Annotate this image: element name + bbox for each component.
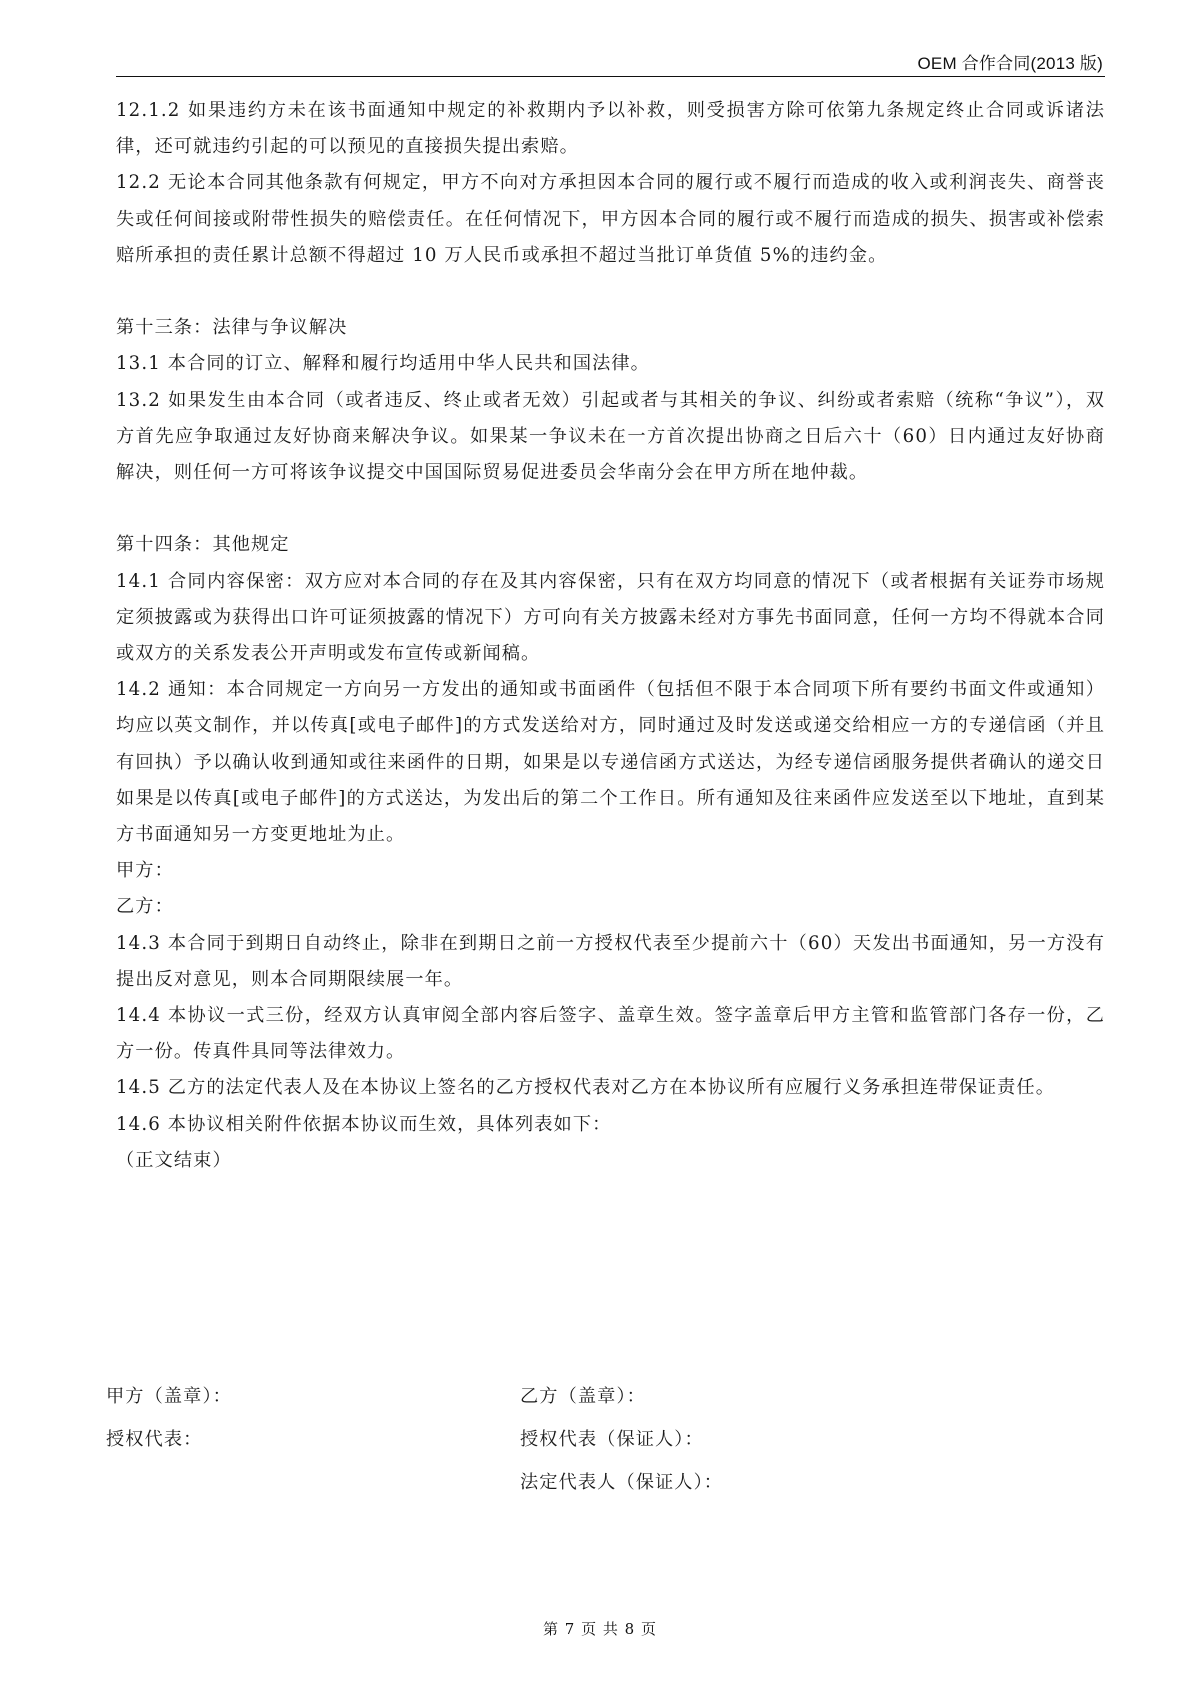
article-13-heading: 第十三条：法律与争议解决 bbox=[116, 317, 348, 339]
clause-12-2: 12.2 无论本合同其他条款有何规定，甲方不向对方承担因本合同的履行或不履行而造成的收入或利润丧失、商誉丧失或任何间接或附带性损失的赔偿责任。在任何情况下，甲方因本合同的履行或不履行而造成的损失、损害或补偿索赔所承担的责任累计总额不得超过 10 万人民币或承担不超过当批订单货值 5%的违约金。 bbox=[116, 172, 1105, 266]
clause-13-1: 13.1 本合同的订立、解释和履行均适用中华人民共和国法律。 bbox=[116, 353, 650, 375]
clause-14-6: 14.6 本协议相关附件依据本协议而生效，具体列表如下： bbox=[116, 1113, 612, 1135]
end-of-text: （正文结束） bbox=[116, 1149, 232, 1171]
clause-14-2: 14.2 通知：本合同规定一方向另一方发出的通知或书面函件（包括但不限于本合同项下所有要约书面文件或通知）均应以英文制作，并以传真[或电子邮件]的方式发送给对方，同时通过及时发送或递交给相应一方的专递信函（并且有回执）予以确认收到通知或往来函件的日期，如果是以专递信函方式送达，为经专递信函服务提供者确认的递交日如果是以传真[或电子邮件]的方式送达，为发出后的第二个工作日。所有通知及往来函件应发送至以下地址，直到某方书面通知另一方变更地址为止。 bbox=[116, 679, 1105, 846]
paragraph-gap bbox=[116, 274, 1105, 310]
party-a-address-line: 甲方： bbox=[116, 860, 174, 882]
party-a-representative-label: 授权代表： bbox=[106, 1429, 203, 1450]
page-header bbox=[116, 46, 1105, 77]
clause-14-3: 14.3 本合同于到期日自动终止，除非在到期日之前一方授权代表至少提前六十（60）天发出书面通知，另一方没有提出反对意见，则本合同期限续展一年。 bbox=[116, 932, 1105, 990]
party-b-address-line: 乙方： bbox=[116, 896, 174, 918]
article-14-heading: 第十四条：其他规定 bbox=[116, 534, 290, 556]
clause-14-4: 14.4 本协议一式三份，经双方认真审阅全部内容后签字、盖章生效。签字盖章后甲方主管和监管部门各存一份，乙方一份。传真件具同等法律效力。 bbox=[116, 1005, 1105, 1063]
clause-14-5: 14.5 乙方的法定代表人及在本协议上签名的乙方授权代表对乙方在本协议所有应履行义务承担连带保证责任。 bbox=[116, 1077, 1056, 1099]
party-b-representative-label: 授权代表（保证人）： bbox=[520, 1429, 704, 1450]
party-b-seal-label: 乙方（盖章）： bbox=[520, 1386, 646, 1407]
party-a-seal-label: 甲方（盖章）： bbox=[106, 1386, 232, 1407]
party-b-legal-rep-label: 法定代表人（保证人）： bbox=[520, 1472, 724, 1493]
document-body bbox=[116, 93, 1105, 1179]
paragraph-gap bbox=[116, 491, 1105, 527]
clause-13-2: 13.2 如果发生由本合同（或者违反、终止或者无效）引起或者与其相关的争议、纠纷或者索赔（统称“争议”），双方首先应争取通过友好协商来解决争议。如果某一争议未在一方首次提出协商之日后六十（60）日内通过友好协商解决，则任何一方可将该争议提交中国国际贸易促进委员会华南分会在甲方所在地仲裁。 bbox=[116, 389, 1105, 484]
clause-14-1: 14.1 合同内容保密：双方应对本合同的存在及其内容保密，只有在双方均同意的情况下（或者根据有关证券市场规定须披露或为获得出口许可证须披露的情况下）方可向有关方披露未经对方事先书面同意，任何一方均不得就本合同或双方的关系发表公开声明或发布宣传或新闻稿。 bbox=[116, 570, 1105, 665]
page-footer: 第 7 页 共 8 页 bbox=[543, 1620, 657, 1638]
clause-12-1-2: 12.1.2 如果违约方未在该书面通知中规定的补救期内予以补救，则受损害方除可依第九条规定终止合同或诉诸法律，还可就违约引起的可以预见的直接损失提出索赔。 bbox=[116, 100, 1105, 158]
header-title: OEM 合作合同(2013 版) bbox=[917, 54, 1103, 73]
